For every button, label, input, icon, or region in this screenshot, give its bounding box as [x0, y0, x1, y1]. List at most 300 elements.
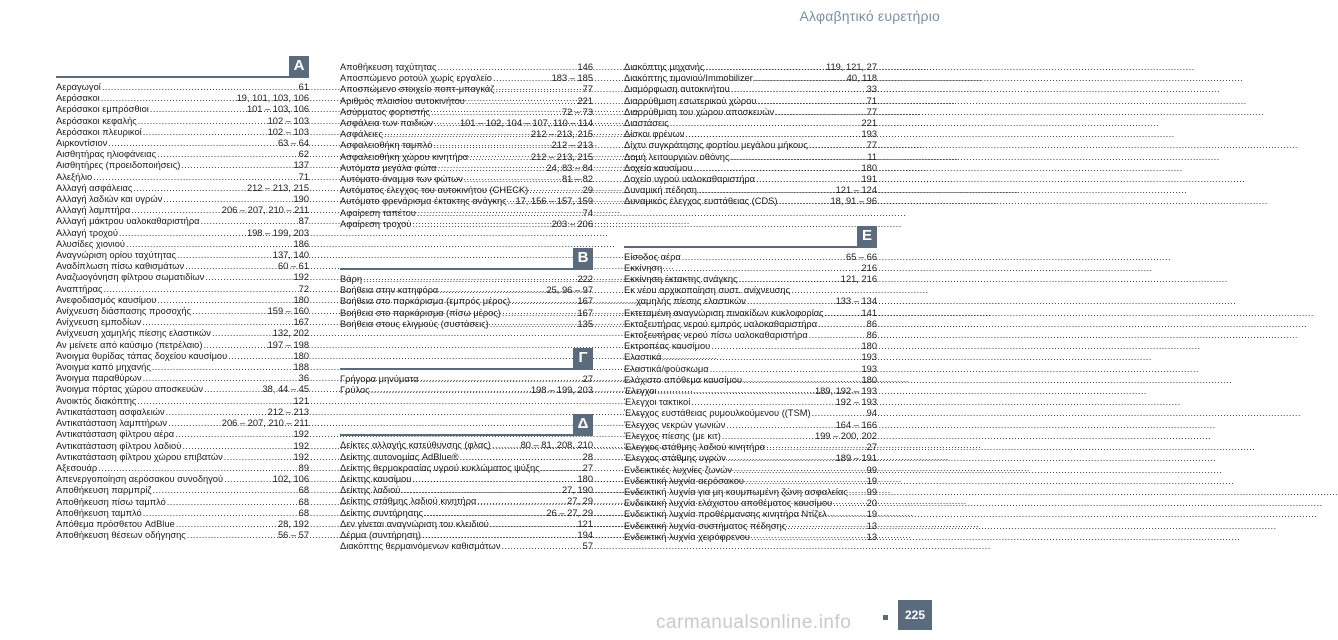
- index-entry: [56, 216, 309, 227]
- dot-leader: [182, 441, 292, 452]
- index-entry: [340, 196, 593, 207]
- dot-leader: [787, 521, 865, 532]
- index-entry-label: Αλλαγή ασφάλειας: [56, 182, 133, 193]
- index-entry: [56, 474, 309, 485]
- index-entry: [56, 127, 309, 138]
- index-entry: [56, 452, 309, 463]
- index-entry-label: Ενδεικτικές λυχνίες ζωνών: [624, 464, 733, 475]
- dot-leader: [153, 485, 298, 496]
- dot-leader: [705, 62, 825, 73]
- index-entry: [56, 351, 309, 362]
- index-entry-pages: 180: [293, 294, 309, 305]
- dot-leader: [726, 420, 834, 431]
- index-entry: [340, 129, 593, 140]
- index-entry: [56, 508, 309, 519]
- index-entry-pages: 36: [298, 373, 309, 384]
- index-entry-pages: 86: [866, 318, 877, 329]
- index-entry-label: Έλεγχοι: [624, 386, 657, 397]
- index-entry-label: Ελαστικά/φούσκωμα: [624, 363, 709, 374]
- index-entry-label: Δίσκοι φρένων: [624, 129, 685, 140]
- index-entry: [624, 96, 877, 107]
- index-entry: [340, 508, 593, 519]
- index-entry-pages: 27: [866, 442, 877, 453]
- dot-leader: [98, 463, 297, 474]
- index-entry: [624, 296, 877, 307]
- index-entry-pages: 167: [577, 307, 593, 318]
- index-entry-pages: 137: [293, 160, 309, 171]
- index-entry-label: Διαρρύθμιση εσωτερικού χώρου: [624, 95, 757, 106]
- index-entry-label: Ασύρματος φορτιστής: [340, 106, 430, 117]
- dot-leader: [363, 274, 576, 285]
- index-entry-label: Αερόσακοι: [56, 93, 100, 104]
- index-entry-label: Βάρη: [340, 274, 363, 285]
- dot-leader: [493, 73, 551, 84]
- index-entry-label: Αναγνώριση ορίου ταχύτητας: [56, 250, 176, 261]
- index-entry-pages: 25, 96 – 97: [546, 285, 593, 296]
- index-entry-label: Βοήθεια στο παρκάρισμα (εμπρός μέρος): [340, 296, 511, 307]
- index-entry-pages: 121 – 124: [835, 185, 877, 196]
- index-entry: [624, 319, 877, 330]
- watermark: carmanualsonline.info: [656, 612, 852, 633]
- index-entry-pages: 19: [866, 475, 877, 486]
- dot-leader: [137, 396, 292, 407]
- index-entry-label: Εκκίνηση έκτακτης ανάγκης: [624, 274, 738, 285]
- entry-list-delta-2: [624, 62, 877, 208]
- index-entry-label: Αλλαγή λαμπτήρα: [56, 205, 131, 216]
- index-entry: [624, 532, 877, 543]
- index-entry-pages: 193: [861, 129, 877, 140]
- dot-leader: [541, 463, 582, 474]
- index-entry-pages: 167: [577, 296, 593, 307]
- dot-leader: [157, 295, 292, 306]
- dot-leader: [433, 140, 550, 151]
- index-entry-pages: 19: [866, 509, 877, 520]
- index-entry: [56, 373, 309, 384]
- index-entry: [340, 73, 593, 84]
- dot-leader: [754, 73, 846, 84]
- index-entry-pages: 191: [861, 174, 877, 185]
- index-entry: [56, 228, 309, 239]
- index-entry: [340, 496, 593, 507]
- dot-leader: [658, 386, 814, 397]
- index-entry-label: Αυτόματα μεγάλα φώτα: [340, 162, 437, 173]
- index-column-1: [56, 58, 309, 541]
- dot-leader: [93, 172, 297, 183]
- dot-leader: [175, 429, 292, 440]
- index-entry-label: Ασφαλειοθήκη ταμπλό: [340, 140, 433, 151]
- index-entry-label: Αντικατάσταση ασφαλειών: [56, 406, 165, 417]
- index-entry-label: Εκ νέου αρχικοποίηση συστ. ανίχνευσης: [624, 285, 791, 296]
- index-entry-pages: 68: [298, 485, 309, 496]
- index-entry: [340, 285, 593, 296]
- dot-leader: [766, 442, 866, 453]
- index-entry-label: Έλεγχος πίεσης (με κιτ): [624, 430, 721, 441]
- dot-leader: [384, 129, 530, 140]
- index-entry: [56, 441, 309, 452]
- index-entry: [624, 476, 877, 487]
- index-entry-label: Δίχτυ συγκράτησης φορτίου μεγάλου μήκους: [624, 140, 808, 151]
- index-entry-pages: 29: [582, 185, 593, 196]
- dot-leader: [434, 118, 459, 129]
- index-entry-label: Δείκτης αυτονομίας AdBlue®: [340, 451, 459, 462]
- index-entry-pages: 56 – 57: [277, 530, 309, 541]
- dot-leader: [192, 306, 267, 317]
- index-entry-pages: 74: [582, 207, 593, 218]
- index-entry: [340, 84, 593, 95]
- page-bullet-icon: [883, 615, 888, 620]
- index-entry-pages: 188: [293, 362, 309, 373]
- index-entry-pages: 77: [582, 84, 593, 95]
- index-entry-label: Βοήθεια στους ελιγμούς (συστάσεις): [340, 318, 489, 329]
- index-entry-label: Ανεφοδιασμός καυσίμου: [56, 294, 157, 305]
- index-entry-label: Ελαστικά: [624, 352, 662, 363]
- dot-leader: [424, 508, 545, 519]
- index-entry: [56, 183, 309, 194]
- index-entry-label: Αλλαγή μάκτρου υαλοκαθαριστήρα: [56, 216, 200, 227]
- dot-leader: [177, 250, 272, 261]
- index-entry-pages: 68: [298, 496, 309, 507]
- index-entry: [56, 194, 309, 205]
- index-entry-pages: 192 – 193: [835, 397, 877, 408]
- index-entry-pages: 89: [298, 462, 309, 473]
- index-entry-label: Ενδεικτική λυχνία αερόσακου: [624, 475, 744, 486]
- dot-leader: [710, 364, 861, 375]
- index-entry-pages: 33: [866, 84, 877, 95]
- dot-leader: [371, 385, 530, 396]
- index-entry: [624, 274, 877, 285]
- index-entry-label: Αποθήκευση ταχύτητας: [340, 62, 437, 72]
- index-entry: [340, 208, 593, 219]
- index-entry-pages: 102, 106: [272, 474, 309, 485]
- index-entry: [624, 84, 877, 95]
- index-entry-pages: 99: [866, 486, 877, 497]
- dot-leader: [228, 351, 292, 362]
- index-entry: [56, 463, 309, 474]
- index-entry-label: Αναπτήρας: [56, 283, 103, 294]
- index-entry-pages: 17, 156 – 157, 159: [515, 196, 593, 207]
- index-entry-pages: 180: [861, 341, 877, 352]
- index-entry-pages: 189, 192 – 193: [814, 386, 877, 397]
- index-entry-label: Αποθήκευση ταμπλό: [56, 507, 142, 518]
- index-entry: [624, 185, 877, 196]
- index-entry-pages: 71: [298, 171, 309, 182]
- index-column-2: [340, 58, 593, 553]
- dot-leader: [143, 508, 298, 519]
- index-entry-pages: 71: [866, 95, 877, 106]
- index-entry: [340, 541, 593, 552]
- index-entry: [624, 129, 877, 140]
- entry-list-epsilon: [624, 252, 877, 543]
- index-entry-pages: 216: [861, 262, 877, 273]
- index-entry-pages: 189 – 191: [835, 453, 877, 464]
- index-entry-label: Δείκτης συντήρησης: [340, 507, 424, 518]
- index-entry-label: Δυναμικός έλεγχος ευστάθειας (CDS): [624, 196, 778, 207]
- index-entry-label: Αναδίπλωση πίσω καθισμάτων: [56, 261, 185, 272]
- index-entry: [340, 296, 593, 307]
- dot-leader: [818, 319, 866, 330]
- dot-leader: [431, 107, 561, 118]
- dot-leader: [663, 263, 860, 274]
- dot-leader: [477, 496, 566, 507]
- entry-list-delta-1: [340, 440, 593, 552]
- index-entry-pages: 65 – 66: [845, 251, 877, 262]
- index-entry-pages: 192: [293, 272, 309, 283]
- index-entry-label: Ανίχνευση χαμηλής πίεσης ελαστικών: [56, 328, 211, 339]
- index-entry-pages: 28: [582, 451, 593, 462]
- dot-leader: [437, 62, 576, 73]
- index-entry-label: Διαμόρφωση αυτοκινήτου: [624, 84, 730, 95]
- dot-leader: [167, 497, 298, 508]
- index-entry-label: Αποσπώμενο στοιχείο ποπτ-μπαγκάζ: [340, 84, 495, 95]
- index-entry: [624, 364, 877, 375]
- dot-leader: [150, 104, 246, 115]
- index-entry-pages: 121, 216: [840, 274, 877, 285]
- index-entry-label: Διαρρύθμιση του χώρου αποσκευών: [624, 106, 775, 117]
- index-entry: [624, 263, 877, 274]
- dot-leader: [142, 317, 292, 328]
- index-entry: [624, 341, 877, 352]
- index-entry-label: Αυτόματος έλεγχος του αυτοκινήτου (CHECK): [340, 185, 529, 196]
- index-entry: [624, 174, 877, 185]
- index-entry-pages: 86: [866, 330, 877, 341]
- dot-leader: [103, 284, 297, 295]
- dot-leader: [101, 93, 236, 104]
- index-entry-pages: 101 – 102, 104 – 107, 110 – 114: [459, 118, 593, 129]
- index-entry: [340, 530, 593, 541]
- index-entry-label: Δείκτες αλλαγής κατεύθυνσης (φλας): [340, 440, 491, 451]
- index-entry-pages: 190: [293, 194, 309, 205]
- index-entry-label: Αερόσακοι κεφαλής: [56, 115, 137, 126]
- index-entry-label: Αντικατάσταση λαμπτήρων: [56, 418, 168, 429]
- index-entry: [56, 261, 309, 272]
- index-entry-label: Γρύλος: [340, 385, 370, 396]
- index-entry: [56, 407, 309, 418]
- index-entry-pages: 180: [861, 374, 877, 385]
- index-entry-pages: 203 – 206: [551, 218, 593, 229]
- index-entry-pages: 119, 121, 27: [825, 62, 877, 72]
- dot-leader: [181, 160, 292, 171]
- index-entry: [624, 196, 877, 207]
- index-entry-label: Δομή λειτουργιών οθόνης: [624, 151, 730, 162]
- dot-leader: [727, 453, 835, 464]
- index-entry-pages: 62: [298, 149, 309, 160]
- index-entry: [624, 163, 877, 174]
- dot-leader: [828, 509, 866, 520]
- index-entry-pages: 26 – 27, 29: [546, 507, 593, 518]
- dot-leader: [417, 208, 582, 219]
- index-entry-pages: 167: [293, 317, 309, 328]
- index-entry-pages: 212 – 213: [267, 406, 309, 417]
- index-entry-label: Άνοιγμα πόρτας χώρου αποσκευών: [56, 384, 203, 395]
- index-entry: [56, 306, 309, 317]
- index-entry-label: Ενδεικτική λυχνία ελάχιστου αποθέματος καυσίμου: [624, 498, 833, 509]
- dot-leader: [469, 152, 530, 163]
- index-entry-pages: 197 – 198: [267, 339, 309, 350]
- dot-leader: [511, 296, 576, 307]
- index-entry-pages: 192: [293, 429, 309, 440]
- index-entry: [340, 174, 593, 185]
- index-entry-label: Δείκτης στάθμης λαδιού κινητήρα: [340, 496, 477, 507]
- index-entry: [340, 308, 593, 319]
- index-entry-pages: 11: [867, 151, 877, 162]
- dot-leader: [157, 149, 298, 160]
- index-entry-pages: 183 – 185: [551, 73, 593, 84]
- index-entry: [340, 118, 593, 129]
- index-entry: [624, 308, 877, 319]
- index-entry-pages: 121: [293, 395, 309, 406]
- index-entry: [340, 385, 593, 396]
- index-entry-pages: 24, 83 – 84: [546, 162, 593, 173]
- section-letter-gamma: Γ: [573, 348, 593, 368]
- index-entry-pages: 77: [866, 140, 877, 151]
- index-entry: [56, 328, 309, 339]
- dot-leader: [833, 498, 865, 509]
- index-entry-pages: 60 – 61: [277, 261, 309, 272]
- index-entry: [340, 219, 593, 230]
- index-entry-label: Αποθήκευση θέσεων οδήγησης: [56, 530, 186, 541]
- index-entry-pages: 121: [577, 518, 593, 529]
- dot-leader: [464, 174, 561, 185]
- index-entry: [56, 93, 309, 104]
- index-entry: [340, 519, 593, 530]
- index-entry-label: Αλυσίδες χιονιού: [56, 238, 125, 249]
- index-entry-label: Αντικατάσταση φίλτρου αέρα: [56, 429, 175, 440]
- dot-leader: [108, 138, 277, 149]
- dot-leader: [119, 228, 246, 239]
- dot-leader: [747, 296, 835, 307]
- dot-leader: [163, 194, 292, 205]
- index-entry: [340, 452, 593, 463]
- index-entry-pages: 13: [866, 520, 877, 531]
- dot-leader: [756, 174, 860, 185]
- dot-leader: [143, 373, 298, 384]
- index-entry-label: Εκτοξευτήρας νερού εμπρός υαλοκαθαριστήρα: [624, 318, 818, 329]
- index-entry-label: Δέρμα (συντήρηση): [340, 530, 421, 541]
- index-entry: [624, 352, 877, 363]
- dot-leader: [439, 285, 545, 296]
- dot-leader: [212, 328, 272, 339]
- dot-leader: [490, 519, 577, 530]
- index-entry: [624, 521, 877, 532]
- index-entry: [56, 485, 309, 496]
- index-entry-label: χαμηλής πίεσης ελαστικών: [636, 296, 746, 307]
- index-entry-pages: 193: [861, 363, 877, 374]
- index-entry-pages: 27, 29: [567, 496, 593, 507]
- dot-leader: [733, 465, 866, 476]
- index-entry: [624, 375, 877, 386]
- section-letter-beta: Β: [573, 248, 593, 268]
- index-entry-pages: 198 – 199, 203: [530, 385, 593, 396]
- dot-leader: [685, 129, 860, 140]
- index-entry-pages: 212 – 213, 215: [246, 182, 309, 193]
- entry-list-gamma: [340, 374, 593, 396]
- index-entry-pages: 27: [582, 462, 593, 473]
- index-entry: [340, 474, 593, 485]
- index-entry-pages: 68: [298, 507, 309, 518]
- dot-leader: [176, 519, 277, 530]
- index-entry-label: Βοήθεια στο παρκάρισμα (πίσω μέρος): [340, 307, 501, 318]
- index-entry: [340, 96, 593, 107]
- index-entry-label: Έλεγχος νεκρών γωνιών: [624, 419, 726, 430]
- dot-leader: [133, 183, 246, 194]
- dot-leader: [730, 152, 866, 163]
- index-entry-label: Αποσπώμενο ροτούλ χωρίς εργαλείο: [340, 73, 492, 84]
- index-entry-pages: 63 – 64: [277, 138, 309, 149]
- index-entry-pages: 101 – 103, 106: [246, 104, 309, 115]
- index-entry-label: Αυτόματο άναμμα των φώτων: [340, 174, 463, 185]
- index-entry: [340, 485, 593, 496]
- index-entry: [340, 274, 593, 285]
- dot-leader: [743, 375, 860, 386]
- dot-leader: [502, 308, 577, 319]
- index-entry-label: Αισθητήρας ηλιοφάνειας: [56, 149, 157, 160]
- index-entry-label: Διαστάσεις: [624, 118, 669, 129]
- dot-leader: [711, 341, 860, 352]
- index-entry-label: Ενδεικτική λυχνία προθέρμανσης κινητήρα Ντίζελ: [624, 509, 827, 520]
- dot-leader: [201, 216, 298, 227]
- index-entry-pages: 137, 140: [272, 250, 309, 261]
- entry-list-beta: [340, 274, 593, 330]
- dot-leader: [412, 219, 550, 230]
- index-entry-pages: 186: [293, 238, 309, 249]
- index-entry-label: Αφαίρεση τροχού: [340, 218, 412, 229]
- index-entry: [624, 442, 877, 453]
- dot-leader: [529, 185, 581, 196]
- index-entry-label: Έλεγχος στάθμης λαδιού κινητήρα: [624, 442, 766, 453]
- dot-leader: [460, 452, 582, 463]
- index-entry-pages: 40, 118: [846, 73, 877, 84]
- index-entry-label: Ανίχνευση εμποδίων: [56, 317, 142, 328]
- index-entry: [56, 429, 309, 440]
- dot-leader: [203, 340, 266, 351]
- index-entry-label: Αισθητήρες (προειδοποιήσεις): [56, 160, 181, 171]
- dot-leader: [778, 196, 829, 207]
- index-entry-label: Βοήθεια στην κατηφόρα: [340, 285, 439, 296]
- dot-leader: [152, 362, 293, 373]
- index-entry: [56, 317, 309, 328]
- index-entry-pages: 180: [861, 162, 877, 173]
- dot-leader: [185, 261, 277, 272]
- index-entry-label: Διακόπτης θερμαινόμενων καθισμάτων: [340, 541, 501, 552]
- index-entry: [56, 497, 309, 508]
- entry-list-alpha-1: [56, 82, 309, 541]
- index-entry: [340, 463, 593, 474]
- index-entry: [624, 420, 877, 431]
- index-entry-label: Αποθήκευση πίσω ταμπλό: [56, 496, 166, 507]
- index-entry-pages: 146: [577, 62, 593, 72]
- index-entry: [56, 149, 309, 160]
- index-entry-label: Ανίχνευση διάσπασης προσοχής: [56, 306, 192, 317]
- index-entry: [340, 152, 593, 163]
- section-header-gamma: [340, 350, 593, 370]
- dot-leader: [693, 163, 860, 174]
- dot-leader: [131, 205, 221, 216]
- section-header-alpha: [56, 58, 309, 78]
- index-entry-pages: 198 – 199, 203: [246, 227, 309, 238]
- index-entry-pages: 206 – 207, 210 – 211: [221, 205, 309, 216]
- index-entry-label: Δείκτης καυσίμου: [340, 474, 412, 485]
- index-entry-pages: 72: [298, 283, 309, 294]
- dot-leader: [751, 532, 866, 543]
- index-entry-label: Αυτόματο φρενάρισμα έκτακτης ανάγκης: [340, 196, 507, 207]
- index-entry-pages: 212 – 213: [551, 140, 593, 151]
- index-entry-label: Δείκτης λαδιού: [340, 485, 401, 496]
- index-entry-label: Αντικατάσταση φίλτρου λαδιού: [56, 440, 182, 451]
- index-entry-label: Εκτοξευτήρας νερού πίσω υαλοκαθαριστήρα: [624, 330, 808, 341]
- index-entry-pages: 102 – 103: [267, 115, 309, 126]
- dot-leader: [412, 474, 576, 485]
- dot-leader: [204, 384, 261, 395]
